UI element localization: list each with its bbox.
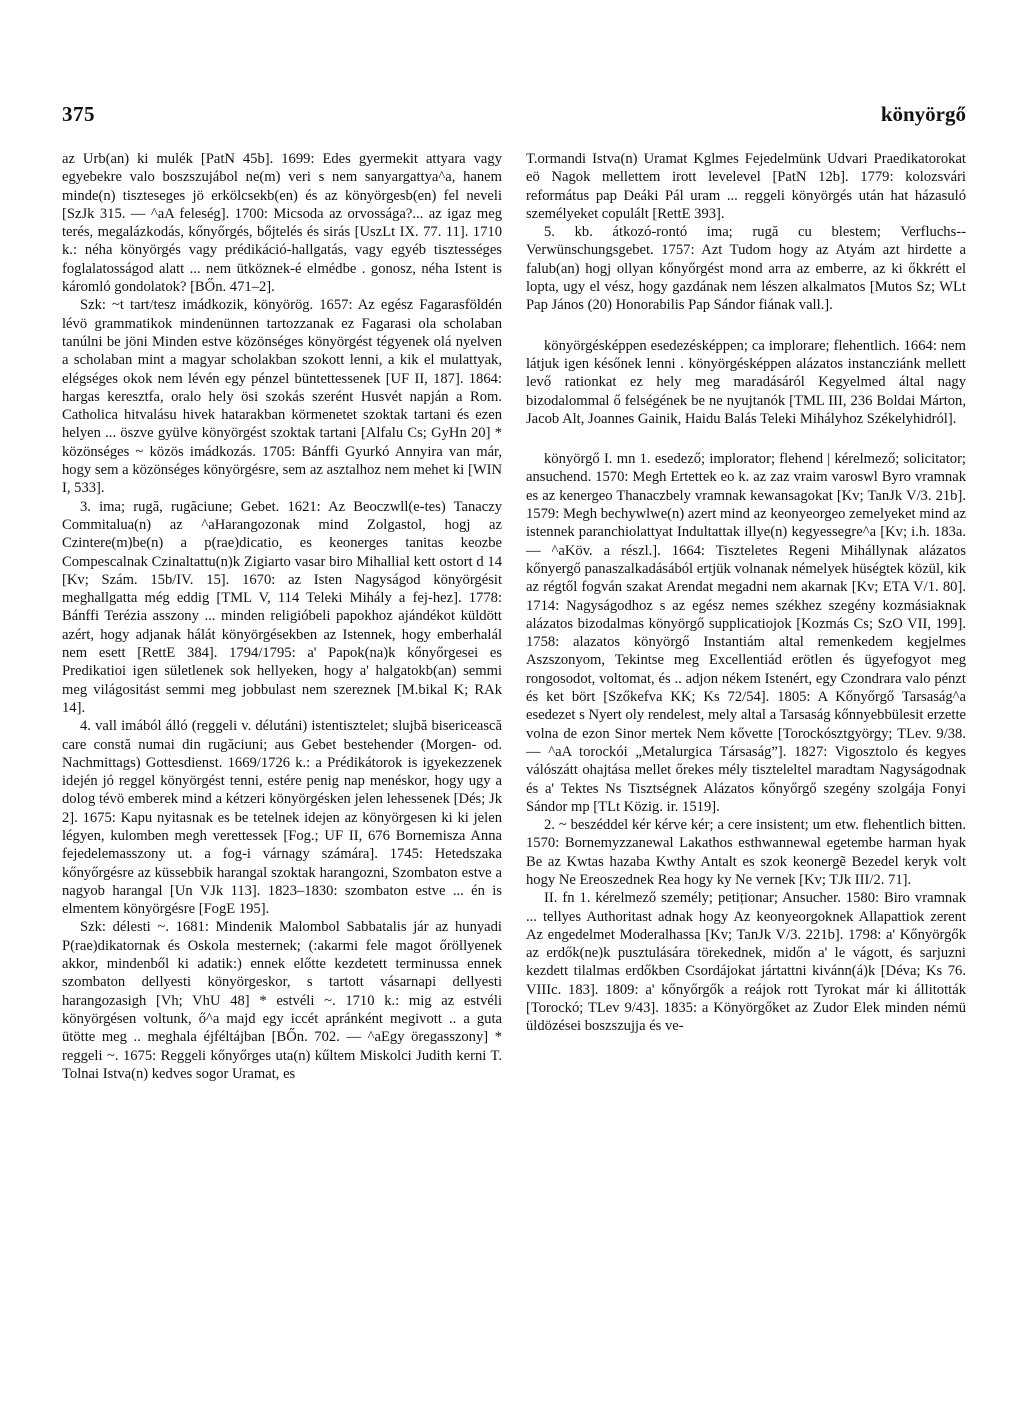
- paragraph: II. fn 1. kérelmező személy; petiționar; Ansucher. 1580: Biro vramnak ... tellyes Authoritast adnak hogy Az keonyeorgoknek Allapattiok zerent Az engedelmet Moderalhassa [Kv; TanJk V/3. 221b]. 1798: a' Kőnyörgők az erdők(ne)k pusztulására törekednek, midőn a' le vágott, és sarjuzni kezdett tilalmas erdőkben Csordájokat jártattni kivánn(á)k [Déva; Ks 76. VIIIc. 183]. 1809: a' kőnyőrgők a reájok rott Tyrokat már ki állitották [Torockó; TLev 9/43]. 1835: a Könyörgőket az Zudor Elek minden némü üldözései boszszujja és ve-: [526, 890, 966, 1035]
- paragraph: az Urb(an) ki mulék [PatN 45b]. 1699: Edes gyermekit attyara vagy egyebekre valo boszszujábol ne(m) veri s nem sanyargattya^a, hanem minde(n) tiszteseges jö erkölcsekb(en) és az könyörgesb(en) fel neveli [SzJk 315. — ^aA feleség]. 1700: Micsoda az orvossága?... az igaz meg terés, megalázkodás, kőnyőrgés, bőjtelés és sirás [UszLt IX. 77. 11]. 1710 k.: néha könyörgés vagy prédikáció-hallgatás, vagy egyéb tisztességes foglalatosságod alatt ... nem ütköznek-é elmédbe . gonosz, néha Istent is káromló gondolatok? [BŐn. 471–2].: [62, 151, 502, 296]
- left-column: [62, 150, 502, 1083]
- paragraph: Szk: délesti ~. 1681: Mindenik Malombol Sabbatalis jár az hunyadi P(rae)dikatornak és Oskola mesternek; (:akarmi fele magot őröllyenek akkor, mindenből ki adatik:) ennek előtte kezdetett terminussa ennek szombaton dellyesti könyörgeskor, s tartott vásarnapi dellyesti harangozasigh [Vh; VhU 48] * estvéli ~. 1710 k.: mig az estvéli könyörgésen voltunk, ő^a majd egy iccét apránként megivott .. a guta ütötte meg .. meghala éjféltájban [BŐn. 702. — ^aEgy öregasszony] * reggeli ~. 1675: Reggeli kőnyőrges uta(n) kűltem Miskolci Judith kerni T. Tolnai Istva(n) kedves sogor Uramat, es: [62, 919, 502, 1082]
- paragraph: Szk: ~t tart/tesz imádkozik, könyörög. 1657: Az egész Fagarasföldén lévö grammatikok mindenünnen tartozzanak ez Fagarasi ola scholaban tanúlni be jöni Minden estve közönséges könyörgést tégyenek olá nyelven a scholaban mint a magyar scholakban szokott lenni, a kik el mulattyak, elégséges okok nem lévén egy pénzel büntettessenek [UF II, 187]. 1864: hargas keresztfa, oralo hely ösi szokás szerént Husvét napján a Rom. Catholica hitvalásu hivek hatarakban körmenetet szoktak tartani és ezen helyen ... öszve gyülve könyörgést szoktak tartani [Alfalu Cs; GyHn 20] * közönséges ~ közös imádkozás. 1705: Bánffi Gyurkó Annyira van már, hogy sem a közönséges könyörgésre, sem az asztalhoz nem mehet ki [WIN I, 533].: [62, 297, 502, 497]
- paragraph: 4. vall imából álló (reggeli v. délutáni) istentisztelet; slujbă bisericească care constă numai din rugăciuni; aus Gebet bestehender (Morgen- od. Nachmittags) Gottesdienst. 1669/1726 k.: a Prédikátorok is igyekezzenek idején jó reggel könyörgést tenni, estére penig nap menéskor, hogy ugy a dolog tévö emberek mind a kétzeri könyörgésken jelen lehessenek [Dés; Jk 2]. 1675: Kapu nyitasnak es be tetelnek idejen az könyörgesen ki ki jelen légyen, kulomben megh verettessek [Fog.; UF II, 676 Bornemisza Anna fejedelemasszony ut. a fog-i várnagy számára]. 1745: Hetedszaka kőnyőrgésre az küssebbik harangal szoktak harangozni, Szombaton estve a nagyob harangal [Un VJk 113]. 1823–1830: szombaton estve ... én is elmentem könyörgésre [FogE 195].: [62, 718, 502, 918]
- running-headword: könyörgő: [880, 102, 966, 126]
- right-column: [526, 150, 966, 1036]
- entry-konyorgo: könyörgő I. mn 1. esedező; implorator; flehend | kérelmező; solicitator; ansuchend. 1570: Megh Ertettek eo k. az zaz vraim varoswl Byro vramnak es az kenergeo Thanaczbely vramnak kewansagokat [Kv; TanJk V/3. 21b]. 1579: Megh bechywlwe(n) azert mind az keonyeorgeo zemelyeket mind az istennek paranchiolattyat Indultattak illye(n) kegyessegre^a [Kv; i.h. 183a. — ^aKöv. a részl.]. 1664: Tiszteletes Regeni Mihállynak alázatos kőnyergő panaszalkadásából ertjük volnanak némelyek hüségtek közül, kik az régtől fogván szakat Arendat megadni nem akarnak [Kv; ETA V/1. 80]. 1714: Nagyságodhoz s az egész nemes székhez szegény kozmásiaknak alázatos bizodalmas könyörgő supplicatiojok [Kozmás Cs; SzO VII, 199]. 1758: alazatos könyörgő Instantiám altal remenkedem kegjelmes Aszszonyom, Tekintse meg Excellentiád erötlen és ügyefogyot meg rongosodot, voltomat, és .. adjon nékem Istenért, egy Czondrara valo pénzt és ket bört [Szőkefva KK; Ks 72/54]. 1805: A Kőnyőrgő Tarsaság^a esedezet s Nyert oly rendelest, mely altal a Tarsaság kőnnyebbülesit erzette volna de ezon Sinor mertek Nem kővette [Torockósztgyörgy; TLev. 9/38. — ^aA torockói „Metalurgica Társaság”]. 1827: Vigosztolo és kegyes válószátt ohajtása mellet őrekes mély tiszteleltel maradtam Nagyságodnak és a' Tektes Ns Tisztségnek Alázatos kőnyőrgő szegény szolgája Fonyi Sándor mp [TLt Közig. ir. 1519].: [526, 451, 966, 815]
- paragraph: T.ormandi Istva(n) Uramat Kglmes Fejedelmünk Udvari Praedikatorokat eö Nagok mellettem irott levelevel [PatN 12b]. 1779: kolozsvári református pap Deáki Pál uram ... reggeli könyörgés után hat házasuló személyeket copulált [RettE 393].: [526, 151, 966, 222]
- entry-konyorgeskeppen: könyörgésképpen esedezésképpen; ca implorare; flehentlich. 1664: nem látjuk igen későnek lenni . könyörgésképpen alázatos instancziánk mellett levő rationkat ez hely meg maradásáról Kegyelmed által nagy bizodalommal ő felségének be ne nyujtanók [TML III, 236 Boldai Márton, Jacob Alt, Joannes Gainik, Haidu Balás Teleki Mihályhoz Székelyhidról].: [526, 337, 966, 427]
- paragraph: 5. kb. átkozó-rontó ima; rugă cu blestem; Verfluchs--Verwünschungsgebet. 1757: Azt Tudom hogy az Atyám azt hirdette a falub(an) hogj ollyan kőnyőrgést mond arra az emberre, az ki őkkrétt el lopta, ugy el vész, hogy gazdának nem lészen alkalmatos [Mutos Sz; WLt Pap János (20) Honorabilis Pap Sándor fiának vall.].: [526, 224, 966, 314]
- page-number: 375: [62, 102, 95, 126]
- paragraph: 2. ~ beszéddel kér kérve kér; a cere insistent; um etw. flehentlich bitten. 1570: Bornemyzzanewal Lakathos esthwannewal egetembe harman hyak Be az Kwtas hazaba Kwthy Antalt es szok keonergẽ Bezedel keryk volt hogy Ne Ereoszednek Rea hogy ky Ne vernek [Kv; TJk III/2. 71].: [526, 817, 966, 888]
- paragraph: 3. ima; rugă, rugăciune; Gebet. 1621: Az Beoczwll(e-tes) Tanaczy Commitalua(n) az ^aHarangozonak mind Zolgastol, hogj az Czintere(m)be(n) a p(rae)dicatio, es keonerges tanitas keozbe Compescalnak Czinaltattu(n)k Zigiarto vasar biro Mihallial kett ostort d 14 [Kv; Szám. 15b/IV. 15]. 1670: az Isten Nagyságod könyörgésit meghallgatta még eddig [TML V, 114 Teleki Mihály a fej-hez]. 1778: Bánffi Terézia asszony ... minden religióbeli papokhoz ajándékot küldött azért, hogy adjanak hálát könyörgésekben az Istennek, hogy emberhalál nem esett [RettE 384]. 1794/1795: a' Papok(na)k kőnyőrgesei es Predikatioi igen sületlenek sok hellyeken, hogy a' halgatokb(an) semmi meg világositást semmi meg jobbulast nem szereznek [M.bikal K; RAk 14].: [62, 498, 502, 716]
- page-header: [62, 102, 966, 134]
